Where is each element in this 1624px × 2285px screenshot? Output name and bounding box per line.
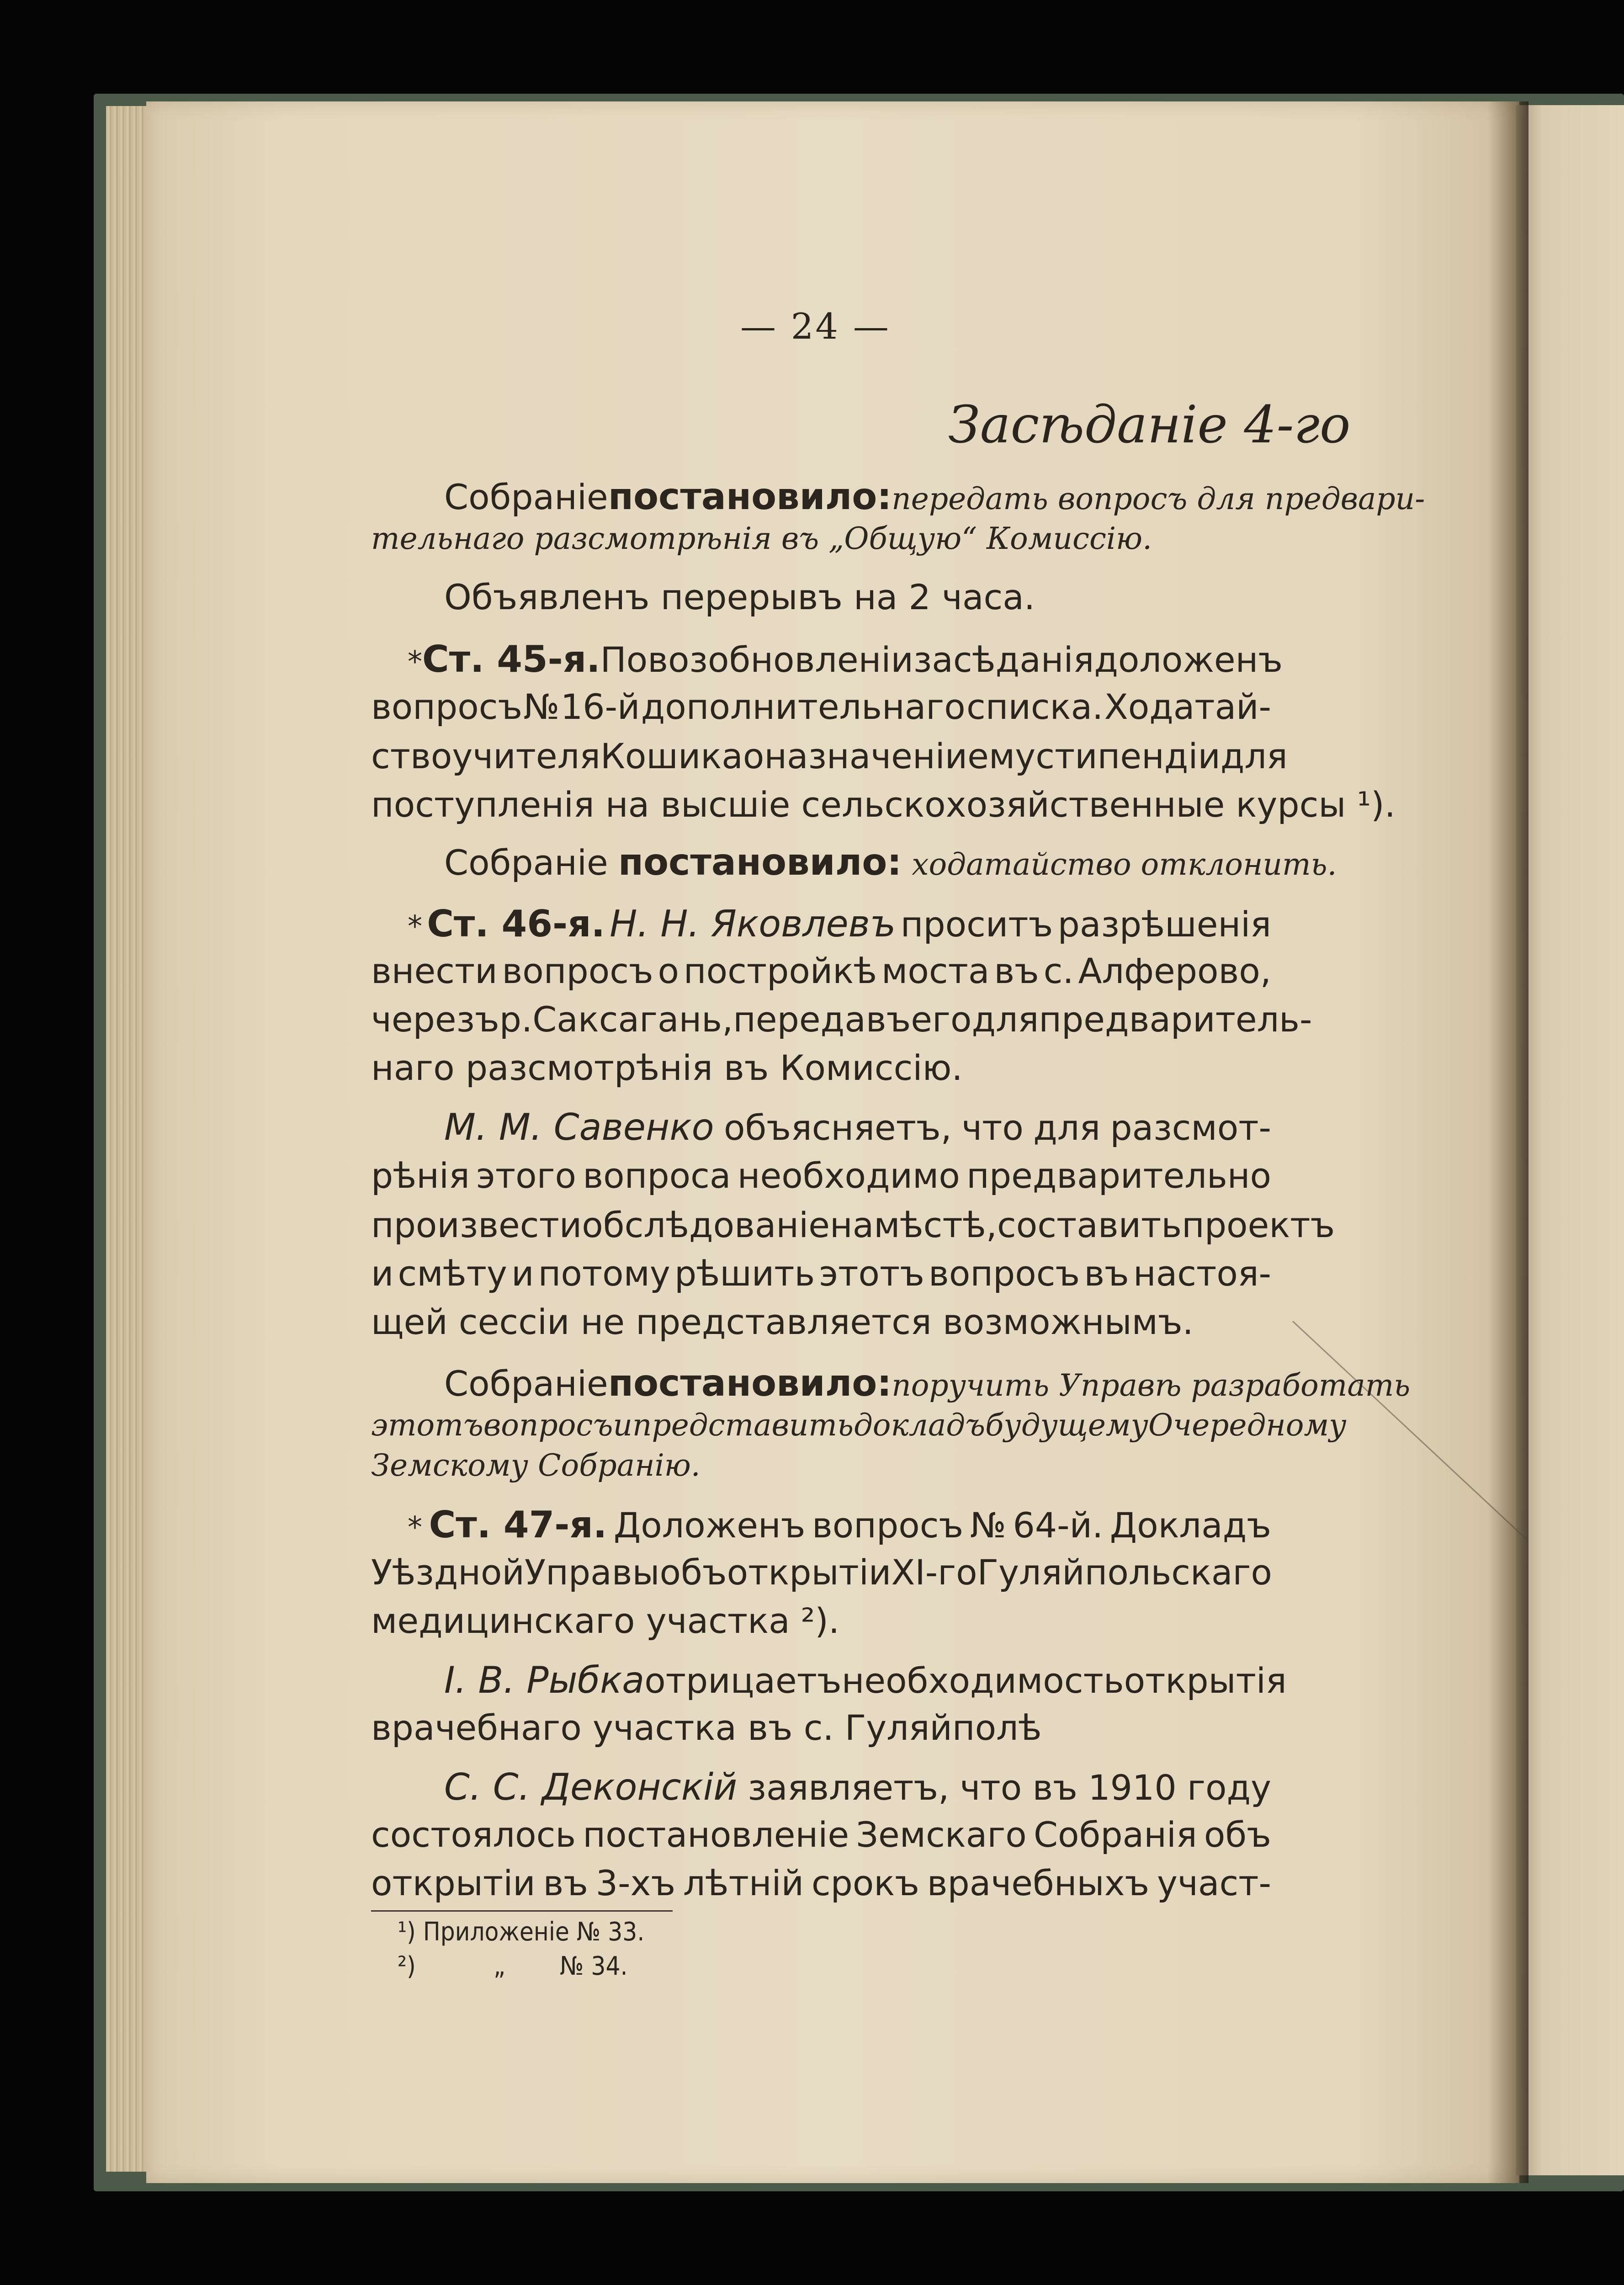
p9-line-1: І. В. Рыбка отрицаетъ необходимость открытія [444, 1659, 1287, 1701]
page-number: — 24 — [740, 306, 891, 347]
footnote-rule [371, 1910, 673, 1912]
p3-line-2: вопросъ № 16-й дополнительнаго списка. Ходатай- [371, 686, 1271, 727]
footnote-2-ditto: „ [494, 1951, 506, 1981]
p3-line-4: поступленія на высшіе сельскохозяйственные курсы ¹). [371, 784, 1396, 825]
p5-line-4: наго разсмотрѣнія въ Комиссію. [371, 1047, 963, 1088]
footnote-2-mark: ²) [398, 1951, 416, 1981]
p3-line-1: * Ст. 45-я. По возобновленіи засѣданія доложенъ [408, 638, 1283, 680]
p10-line-3: открытіи въ 3-хъ лѣтній срокъ врачебныхъ участ- [371, 1863, 1271, 1903]
p9-line-2: врачебнаго участка въ с. Гуляйполѣ [371, 1707, 1042, 1748]
p7-line-1: Собраніе постановило: поручить Управѣ разработать [444, 1362, 1411, 1404]
footnote-1: ¹) Приложеніе № 33. [398, 1917, 645, 1947]
p3-line-3: ство учителя Кошика о назначеніи ему стипендіи для [371, 736, 1288, 776]
p6-line-2: рѣнія этого вопроса необходимо предварительно [371, 1155, 1271, 1196]
p6-line-1: М. М. Савенко объясняетъ, что для разсмот- [444, 1106, 1271, 1148]
p5-line-2: внести вопросъ о постройкѣ моста въ с. Алферово, [371, 951, 1271, 991]
footnote-2-number: № 34. [560, 1951, 628, 1981]
p7-line-3: Земскому Собранію. [371, 1448, 701, 1483]
facing-page [1516, 105, 1624, 2175]
p1-line-1: Собраніе постановило: передать вопросъ для предвари- [444, 475, 1425, 518]
p10-line-1: С. С. Деконскій заявляетъ, что въ 1910 году [444, 1766, 1271, 1808]
p8-line-2: Уѣздной Управы объ открытіи XI-го Гуляйпольскаго [371, 1552, 1272, 1593]
p6-line-4: и смѣту и потому рѣшить этотъ вопросъ въ настоя- [371, 1253, 1271, 1294]
p5-line-3: черезъ р. Саксагань, передавъ его для предваритель- [371, 999, 1312, 1040]
p6-line-3: произвести обслѣдованіе на мѣстѣ, составить проектъ [371, 1205, 1335, 1245]
p6-line-5: щей сессіи не представляется возможнымъ. [371, 1302, 1194, 1342]
p10-line-2: состоялось постановленіе Земскаго Собранія объ [371, 1814, 1271, 1855]
p2-line-1: Объявленъ перерывъ на 2 часа. [444, 577, 1035, 617]
p4-line-1: Собраніе постановило: ходатайство отклонить. [444, 841, 1337, 883]
section-heading: Засѣданіе 4-го [948, 395, 1351, 455]
p8-line-3: медицинскаго участка ²). [371, 1600, 840, 1641]
p5-line-1: * Ст. 46-я. Н. Н. Яковлевъ проситъ разрѣшенія [408, 903, 1271, 945]
page-gutter-shadow [1487, 101, 1528, 2183]
p7-line-2: этотъ вопросъ и представить докладъ будущему Очередному [371, 1408, 1347, 1443]
p1-line-2: тельнаго разсмотрѣнія въ „Общую“ Комиссію. [371, 521, 1152, 556]
p8-line-1: * Ст. 47-я. Доложенъ вопросъ № 64-й. Докладъ [408, 1504, 1271, 1546]
